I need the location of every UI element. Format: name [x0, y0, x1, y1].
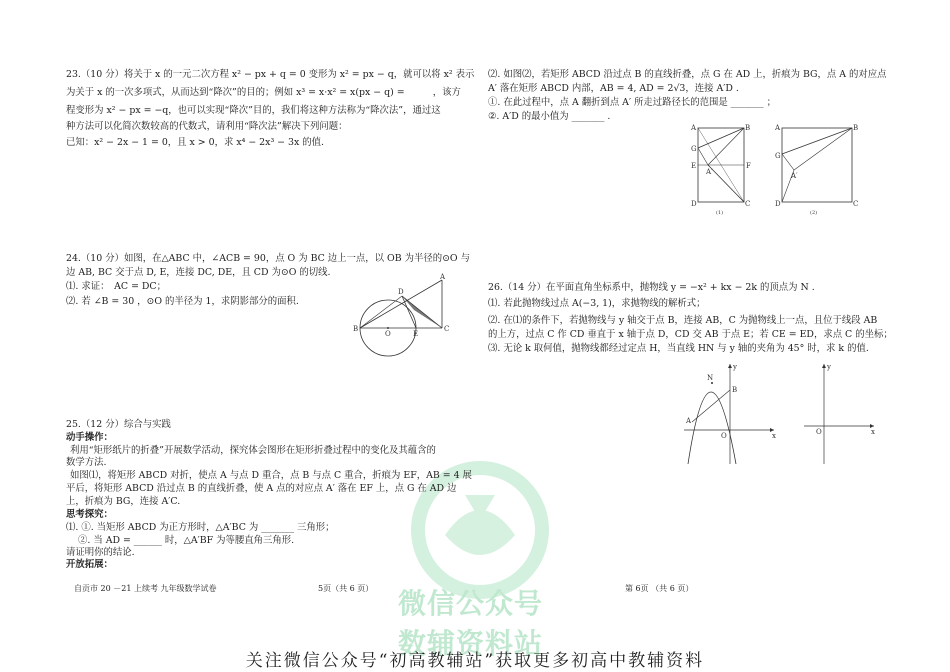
fig26b-label-y: y	[827, 363, 831, 371]
q25b-line-2: A′ 落在矩形 ABCD 内部，AB = 4, AD = 2√3，连接 A′D .	[488, 83, 739, 94]
q23-line-3: 程变形为 x² − px = −q，也可以实现“降次”目的，我们将这种方法称为“降次法”，通过这	[66, 105, 441, 116]
f1-label-G: G	[691, 145, 697, 153]
q23-line-4: 种方法可以化简次数较高的代数式，请利用“降次法”解决下列问题：	[66, 121, 348, 132]
label-C: C	[444, 325, 450, 333]
label-A: A	[440, 273, 446, 281]
q24-line-1: 24.（10 分）如图，在△ABC 中，∠ACB = 90，点 O 为 BC 边上一点，以 OB 为半径的⊙O 与	[66, 253, 470, 264]
fig26b-label-x: x	[871, 428, 875, 436]
q25b-line-1: ⑵. 如图⑵，若矩形 ABCD 沿过点 B 的直线折叠，点 G 在 AD 上，折痕为 BG，点 A 的对应点	[488, 69, 887, 80]
q25b-line-3: ①. 在此过程中，点 A 翻折到点 A′ 所走过路径长的范围是 _______ ；	[488, 97, 776, 108]
q25-line-3: 数学方法.	[66, 457, 107, 468]
label-D: D	[398, 288, 404, 296]
fig26b-label-O: O	[816, 428, 822, 436]
label-B: B	[353, 325, 359, 333]
footer-left-title: 自贡市 20 －21 上续考 九年级数学试卷	[74, 584, 217, 593]
q25-line-1: 25.（12 分）综合与实践	[66, 419, 171, 430]
q24-line-2: 边 AB, BC 交于点 D, E，连接 DC, DE，且 CD 为⊙O 的切线.	[66, 267, 331, 278]
q25-line-6: 上，折痕为 BG，连接 A′C.	[66, 496, 181, 507]
f2-label-D: D	[775, 200, 781, 208]
fig26-label-B: B	[732, 386, 738, 394]
f2-label-B: B	[853, 124, 859, 132]
q25-heading-1: 动手操作：	[66, 432, 113, 443]
f1-label-C: C	[745, 200, 751, 208]
watermark-line1: 微信公众号	[398, 587, 544, 620]
q26-parabola-figure	[680, 360, 780, 468]
q26-line-1: 26.（14 分）在平面直角坐标系中，抛物线 y = −x² + kx − 2k 的顶点为 N .	[488, 282, 815, 293]
watermark-line2: 数辅资料站	[398, 627, 544, 660]
f2-caption: (2)	[810, 210, 818, 216]
footer-right-page: 第 6页 （共 6 页）	[625, 584, 694, 593]
q25-line-7: ⑴. ①. 当矩形 ABCD 为正方形时，△A′BC 为 _______ 三角形；	[66, 522, 335, 533]
q25b-line-4: ②. A′D 的最小值为 _______ .	[488, 111, 611, 122]
footer-left-page: 5页（共 6 页）	[318, 584, 374, 593]
q25-line-9: 请证明你的结论.	[66, 547, 135, 558]
fig26-label-x: x	[772, 432, 776, 440]
q26-line-2: ⑴. 若此抛物线过点 A(−3, 1)，求抛物线的解析式；	[488, 298, 706, 309]
q24-line-4: ⑵. 若 ∠B = 30 ，⊙O 的半径为 1，求阴影部分的面积.	[66, 296, 299, 307]
q23-line-1: 23.（10 分）将关于 x 的一元二次方程 x² − px + q = 0 变形为 x² = px − q，就可以将 x² 表示	[66, 69, 475, 80]
q26-line-4: 的上方，过点 C 作 CD 垂直于 x 轴于点 D，CD 交 AB 于点 E；若 CE = ED，求点 C 的坐标；	[488, 329, 893, 340]
f1-label-D: D	[691, 200, 697, 208]
fig26-label-O: O	[721, 432, 727, 440]
q26-line-3: ⑵. 在⑴的条件下，若抛物线与 y 轴交于点 B，连接 AB，C 为抛物线上一点，且位于线段 AB	[488, 315, 878, 326]
q23-line-2: 为关于 x 的一次多项式，从而达到“降次”的目的；例如 x³ = x·x² = x(px − q) = ，该方	[66, 87, 461, 98]
f2-label-A: A	[775, 124, 781, 132]
label-E: E	[413, 330, 419, 338]
q25-fold-figure-1	[686, 122, 758, 216]
f2-label-G: G	[775, 152, 781, 160]
q26-axes-figure	[800, 360, 878, 468]
f1-label-F: F	[746, 162, 751, 170]
q25-line-2: 利用“矩形纸片的折叠”开展数学活动，探究体会图形在矩形折叠过程中的变化及其蕴含的	[70, 445, 436, 456]
q25-line-5: 平后，将矩形 ABCD 沿过点 B 的直线折叠，使 A 点的对应点 A′ 落在 EF 上，点 G 在 AD 边	[66, 483, 457, 494]
q25-line-8: ②. 当 AD = ______ 时，△A′BF 为等腰直角三角形.	[78, 535, 295, 546]
q25-heading-2: 思考探究：	[66, 509, 113, 520]
q24-circle-triangle-figure	[352, 272, 458, 364]
q25-line-4: 如图⑴，将矩形 ABCD 对折，使点 A 与点 D 重合，点 B 与点 C 重合，折痕为 EF，AB = 4 展	[70, 470, 472, 481]
fig26-label-N: N	[707, 374, 714, 382]
q23-line-5: 已知：x² − 2x − 1 = 0，且 x > 0，求 x⁴ − 2x³ − 3x 的值.	[66, 137, 324, 148]
f2-label-A1: A′	[791, 172, 798, 180]
q25-heading-3: 开放拓展：	[66, 559, 113, 570]
f1-label-B: B	[745, 124, 751, 132]
label-O: O	[385, 330, 391, 338]
q25-fold-figure-2	[768, 122, 864, 216]
fig26-label-y: y	[733, 363, 737, 371]
q26-line-5: ⑶. 无论 k 取何值，抛物线都经过定点 H，当直线 HN 与 y 轴的夹角为 45° 时，求 k 的值.	[488, 343, 869, 354]
f2-label-C: C	[853, 200, 859, 208]
f1-label-A: A	[691, 124, 697, 132]
f1-label-A1: A′	[706, 168, 713, 176]
q24-line-3: ⑴. 求证： AC = DC；	[66, 281, 166, 292]
f1-label-E: E	[691, 162, 697, 170]
fig26-label-A: A	[686, 417, 692, 425]
f1-caption: (1)	[716, 210, 724, 216]
promo-banner: 关注微信公众号“初高教辅站”获取更多初高中教辅资料	[245, 651, 705, 671]
